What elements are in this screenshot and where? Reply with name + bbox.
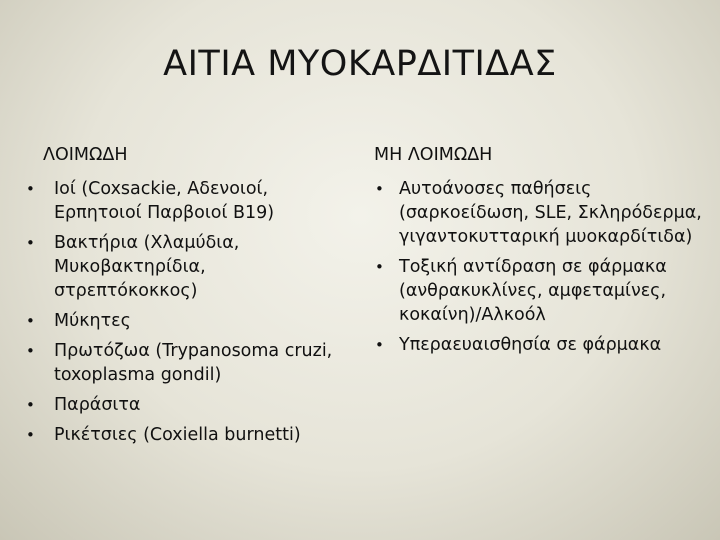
list-item-text: Ιοί (Coxsackie, Αδενοιοί, Ερπητοιοί Παρβοιοί Β19) — [54, 179, 275, 223]
non-infectious-causes-column — [368, 143, 708, 363]
list-item-text: Τοξική αντίδραση σε φάρμακα (ανθρακυκλίνες, αμφεταμίνες, κοκαίνη)/Αλκοόλ — [399, 257, 667, 325]
bullet-icon: • — [375, 180, 384, 198]
infectious-heading: ΛΟΙΜΩΔΗ — [43, 145, 128, 165]
bullet-icon: • — [26, 426, 35, 444]
bullet-icon: • — [26, 396, 35, 414]
bullet-icon: • — [26, 342, 35, 360]
slide-title: ΑΙΤΙΑ ΜΥΟΚΑΡΔΙΤΙΔΑΣ — [163, 44, 557, 84]
list-item-text: Παράσιτα — [54, 395, 141, 415]
infectious-causes-column — [23, 143, 353, 453]
bullet-icon: • — [26, 234, 35, 252]
list-item-text: Πρωτόζωα (Trypanosoma cruzi, toxoplasma gondil) — [54, 341, 333, 385]
bullet-icon: • — [26, 312, 35, 330]
list-item — [23, 177, 353, 225]
list-item — [23, 231, 353, 303]
list-item — [368, 177, 708, 249]
list-item — [23, 339, 353, 387]
bullet-icon: • — [375, 258, 384, 276]
bullet-icon: • — [26, 180, 35, 198]
list-item-text: Μύκητες — [54, 311, 131, 331]
bullet-icon: • — [375, 336, 384, 354]
list-item — [23, 309, 353, 333]
list-item-text: Ρικέτσιες (Coxiella burnetti) — [54, 425, 301, 445]
non-infectious-list — [368, 177, 708, 357]
list-item — [23, 393, 353, 417]
infectious-list — [23, 177, 353, 447]
list-item-text: Υπεραευαισθησία σε φάρμακα — [399, 335, 662, 355]
list-item — [23, 423, 353, 447]
list-item — [368, 255, 708, 327]
non-infectious-heading: ΜΗ ΛΟΙΜΩΔΗ — [374, 145, 493, 165]
list-item-text: Αυτοάνοσες παθήσεις (σαρκοείδωση, SLE, Σκληρόδερμα, γιγαντοκυτταρική μυοκαρδίτιδα) — [399, 179, 702, 247]
list-item — [368, 333, 708, 357]
list-item-text: Βακτήρια (Χλαμύδια, Μυκοβακτηρίδια, στρεπτόκοκκος) — [54, 233, 240, 301]
